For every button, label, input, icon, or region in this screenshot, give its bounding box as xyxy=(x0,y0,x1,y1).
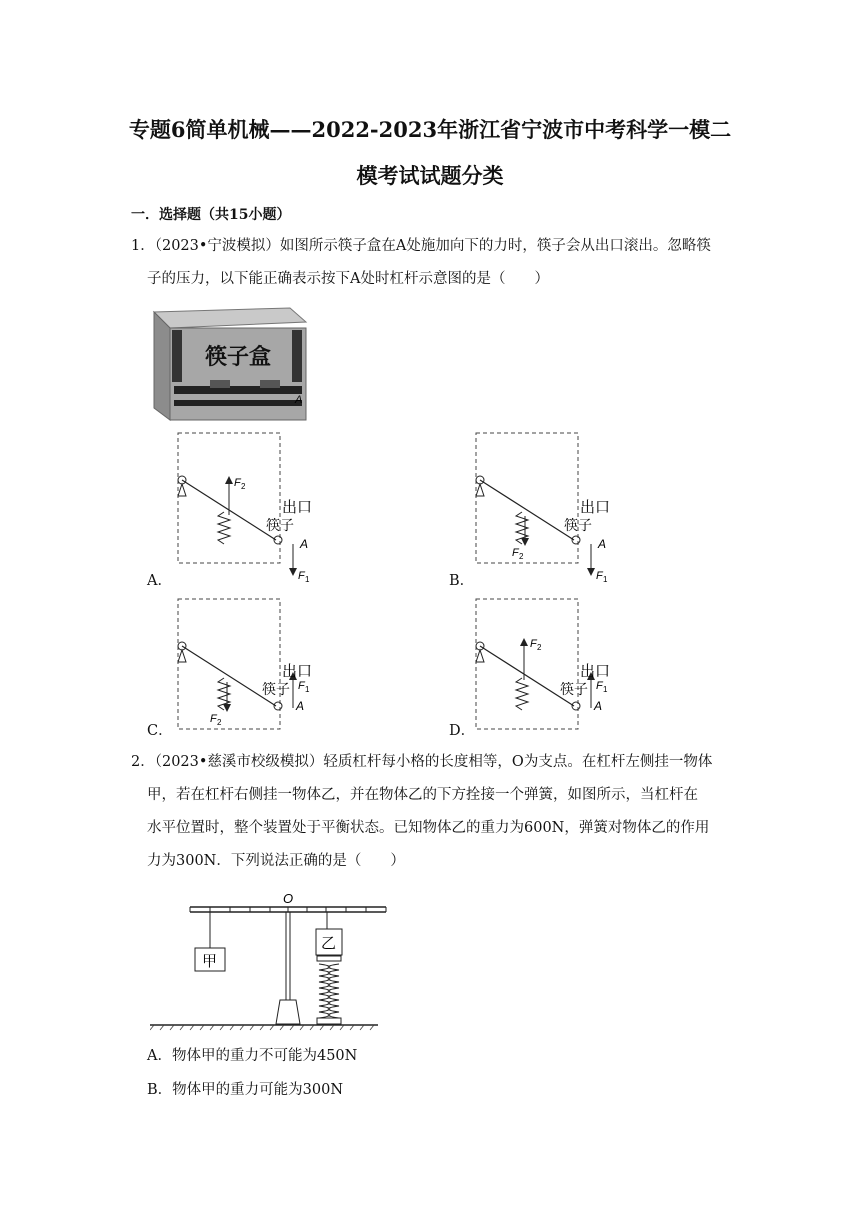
label-f2-sub: 2 xyxy=(519,552,524,561)
label-f2-sub: 2 xyxy=(217,718,222,727)
label-f1: F xyxy=(298,570,305,582)
q2-line2: 甲，若在杠杆右侧挂一物体乙，并在物体乙的下方拴接一个弹簧，如图所示，当杠杆在 xyxy=(147,787,698,803)
label-f1: F xyxy=(596,680,603,692)
label-chopstick: 筷子 xyxy=(262,681,290,697)
label-f2: F xyxy=(512,547,519,559)
label-f1-sub: 1 xyxy=(603,685,608,694)
label-f2: F xyxy=(530,638,537,650)
diagram-option-c xyxy=(172,596,322,736)
label-f2: F xyxy=(234,477,241,489)
diagram-option-a xyxy=(172,430,322,585)
label-a: A xyxy=(598,537,607,551)
q1-line1: 1．（2023•宁波模拟）如图所示筷子盒在A处施加向下的力时，筷子会从出口滚出。忽略筷 xyxy=(131,238,711,254)
q1-line2: 子的压力，以下能正确表示按下A处时杠杆示意图的是（ ） xyxy=(147,271,549,287)
label-f2-sub: 2 xyxy=(241,482,246,491)
diagram-option-b xyxy=(470,430,620,585)
label-chopstick: 筷子 xyxy=(266,517,294,533)
option-d-label: D． xyxy=(449,723,476,739)
option-a-label: A． xyxy=(147,573,172,589)
doc-title-line1: 专题6简单机械——2022-2023年浙江省宁波市中考科学一模二 xyxy=(128,117,732,142)
label-f1-sub: 1 xyxy=(305,575,310,584)
q2-line3: 水平位置时，整个装置处于平衡状态。已知物体乙的重力为600N，弹簧对物体乙的作用 xyxy=(147,820,710,836)
label-exit: 出口 xyxy=(580,663,611,680)
photo-label-a: A xyxy=(295,394,303,406)
label-o: O xyxy=(283,891,294,906)
section-heading: 一．选择题（共15小题） xyxy=(131,207,291,223)
label-exit: 出口 xyxy=(580,499,611,516)
option-c-label: C． xyxy=(147,723,173,739)
label-f2: F xyxy=(210,713,217,725)
label-f1-sub: 1 xyxy=(305,685,310,694)
doc-title-line2: 模考试试题分类 xyxy=(356,163,504,188)
q2-line4: 力为300N．下列说法正确的是（ ） xyxy=(147,853,405,869)
lever-diagram xyxy=(150,888,390,1033)
q2-option-a: A．物体甲的重力不可能为450N xyxy=(147,1048,358,1064)
label-a: A xyxy=(594,699,603,713)
label-f1-sub: 1 xyxy=(603,575,608,584)
photo-text: 筷子盒 xyxy=(205,344,272,369)
label-f1: F xyxy=(298,680,305,692)
label-chopstick: 筷子 xyxy=(564,517,592,533)
label-jia: 甲 xyxy=(202,953,218,970)
option-b-label: B． xyxy=(449,573,475,589)
label-f1: F xyxy=(596,570,603,582)
q2-option-b: B．物体甲的重力可能为300N xyxy=(147,1082,344,1098)
diagram-option-d xyxy=(470,596,620,736)
label-chopstick: 筷子 xyxy=(560,681,588,697)
q2-line1: 2．（2023•慈溪市校级模拟）轻质杠杆每小格的长度相等，O为支点。在杠杆左侧挂一物体 xyxy=(131,754,713,770)
label-yi: 乙 xyxy=(321,935,337,952)
chopstick-box-photo xyxy=(150,300,310,430)
label-exit: 出口 xyxy=(282,499,313,516)
label-exit: 出口 xyxy=(282,663,313,680)
label-f2-sub: 2 xyxy=(537,643,542,652)
label-a: A xyxy=(296,699,305,713)
label-a: A xyxy=(300,537,309,551)
